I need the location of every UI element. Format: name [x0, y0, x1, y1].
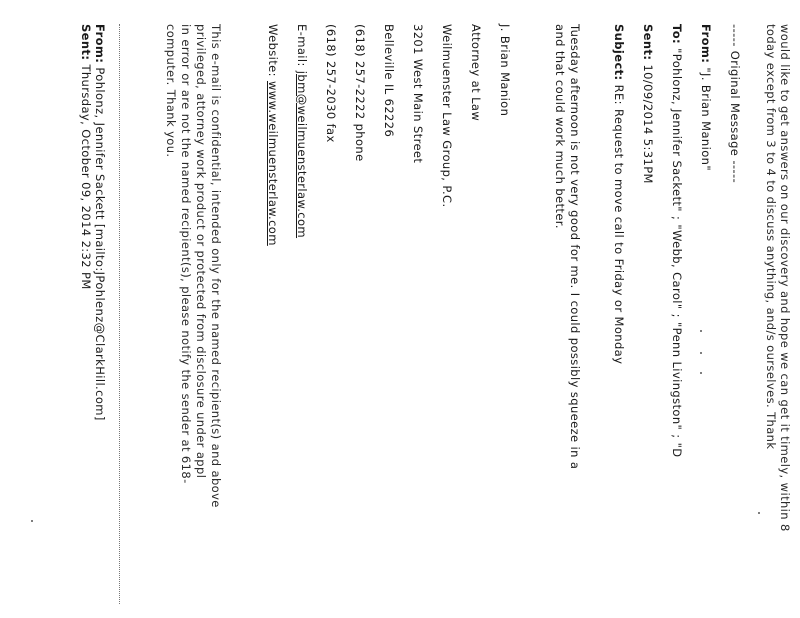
from2-value: Pohlonz, Jennifer Sackett [mailto:JPohlenz@ClarkHill.com]	[93, 67, 107, 421]
sent-label: Sent:	[641, 24, 655, 61]
scan-speck	[700, 330, 702, 332]
subject-value: RE: Request to move call to Friday or Monday	[612, 84, 626, 365]
signature-fax: (618) 257-2030 fax	[324, 24, 338, 143]
signature-website	[266, 24, 280, 246]
confidentiality-line: in error or are not the named recipient(s), please notify the sender at 618-	[179, 24, 193, 484]
website-label: Website:	[266, 24, 280, 81]
email-label: E-mail:	[295, 24, 309, 71]
message-body-line: Tuesday afternoon is not very good for me. I could possibly squeeze in a	[568, 24, 582, 470]
from-label: From:	[699, 24, 713, 64]
prior-header-sent	[79, 24, 93, 290]
confidentiality-line: computer. Thank you.	[164, 24, 178, 158]
separator-line	[118, 24, 120, 604]
header-from	[699, 24, 713, 171]
scan-speck	[31, 520, 33, 522]
confidentiality-line: This e-mail is confidential, intended only for the named recipient(s) and above	[209, 24, 223, 508]
scan-speck	[700, 372, 702, 374]
header-to	[670, 24, 684, 458]
scan-speck	[758, 512, 760, 514]
signature-city: Belleville IL 62226	[382, 24, 396, 138]
scan-speck	[700, 352, 702, 354]
from2-label: From:	[93, 24, 107, 64]
sent2-value: Thursday, October 09, 2014 2:32 PM	[79, 64, 93, 290]
signature-title: Attorney at Law	[469, 24, 483, 122]
header-sent	[641, 24, 655, 184]
sent2-label: Sent:	[79, 24, 93, 61]
website-link[interactable]: www.weilmuensterlaw.com	[266, 80, 280, 246]
from-value: "J. Brian Manion"	[699, 67, 713, 172]
prior-header-from	[93, 24, 107, 421]
email-body-line: would like to get answers on our discovery and hope we can get it timely, within 8	[778, 24, 792, 532]
email-body-line: today except from 3 to 4 to discuss anything, and/s ourselves. Thank	[764, 24, 778, 450]
to-value: "Pohlonz, Jennifer Sackett" ; "Webb, Carol" ; "Penn Livingston" ; "D	[670, 48, 684, 458]
signature-name: J. Brian Manion	[498, 24, 512, 117]
header-subject	[612, 24, 626, 364]
message-body-line: and that could work much better.	[553, 24, 567, 229]
sent-value: 10/09/2014 5:31PM	[641, 64, 655, 184]
email-link[interactable]: jbm@weilmuensterlaw.com	[295, 70, 309, 239]
signature-phone: (618) 257-2222 phone	[353, 24, 367, 162]
signature-email	[295, 24, 309, 238]
original-message-separator: ----- Original Message -----	[728, 24, 742, 184]
signature-street: 3201 West Main Street	[411, 24, 425, 164]
signature-firm: Weilmuenster Law Group, P.C.	[440, 24, 454, 208]
subject-label: Subject:	[612, 24, 626, 81]
to-label: To:	[670, 24, 684, 45]
confidentiality-line: privileged, attorney work product or protected from disclosure under appl	[194, 24, 208, 479]
